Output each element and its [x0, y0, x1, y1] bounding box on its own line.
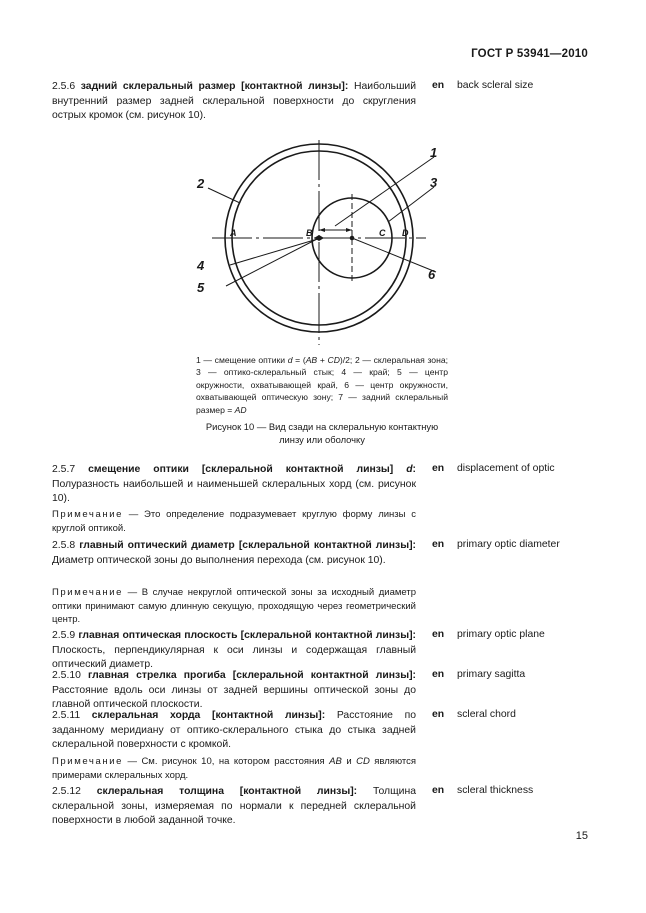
figure-10-diagram: [190, 140, 450, 355]
term-number: 2.5.11: [52, 710, 81, 721]
point-c-label: C: [379, 228, 386, 238]
lang-code: en: [432, 709, 445, 720]
lang-code: en: [432, 629, 445, 640]
lang-code: en: [432, 463, 445, 474]
term-title: смещение оптики [склеральной контактной линзы]: [88, 464, 407, 475]
term-2-5-10: [52, 669, 416, 713]
arrowhead-right: [346, 228, 352, 232]
lang-code: en: [432, 785, 445, 796]
term-title: главный оптический диаметр [склеральной контактной линзы]:: [79, 540, 416, 551]
callout-3: 3: [430, 175, 438, 190]
english-equivalent: displacement of optic: [457, 463, 555, 474]
english-equivalent: primary optic plane: [457, 629, 545, 640]
standard-number: ГОСТ Р 53941—2010: [471, 48, 588, 60]
english-equivalent: back scleral size: [457, 80, 534, 91]
term-definition: Плоскость, перпендикулярная к оси линзы и содержащая главный оптический диаметр.: [52, 644, 416, 671]
term-definition: Диаметр оптической зоны до выполнения перехода (см. рисунок 10).: [52, 554, 386, 566]
term-definition: Расстояние по заданному меридиану от оптико-склерального стыка до стыка задней склеральной поверхности с кромкой.: [52, 710, 417, 751]
term-title: главная стрелка прогиба [склеральной контактной линзы]:: [88, 670, 417, 681]
point-b-label: B: [306, 228, 313, 238]
term-title: склеральная хорда [контактной линзы]:: [91, 710, 326, 721]
callout-6: 6: [428, 267, 436, 282]
lang-code: en: [432, 80, 445, 91]
term-number: 2.5.12: [52, 786, 81, 797]
term-number: 2.5.7: [52, 464, 76, 475]
lang-code: en: [432, 539, 445, 550]
english-equivalent: scleral chord: [457, 709, 516, 720]
term-number: 2.5.9: [52, 630, 76, 641]
term-number: 2.5.6: [52, 81, 76, 92]
term-symbol: d: [406, 464, 413, 475]
note-label: Примечание: [52, 756, 123, 767]
callout-1: 1: [430, 145, 438, 160]
point-a-label: A: [230, 228, 237, 238]
term-number: 2.5.8: [52, 540, 76, 551]
term-definition: Расстояние вдоль оси линзы от задней вершины оптической зоны до главной оптической плоскости.: [52, 684, 416, 711]
term-definition: Полуразность наибольшей и наименьшей склеральных хорд (см. рисунок 10).: [52, 478, 416, 505]
leader-6: [352, 238, 436, 272]
callout-5: 5: [197, 280, 205, 295]
page-number: 15: [575, 830, 588, 842]
term-2-5-12: [52, 785, 416, 829]
english-equivalent: primary optic diameter: [457, 539, 560, 550]
term-2-5-8: [52, 539, 416, 568]
term-2-5-7: 2.5.7 смещение оптики [склеральной контактной линзы] d: Полуразность наибольшей и наименьшей склеральных хорд (см. рисунок 10).: [52, 464, 417, 505]
english-equivalent: scleral thickness: [457, 785, 534, 796]
lang-code: en: [432, 669, 445, 680]
note-label: Примечание: [52, 509, 123, 520]
term-title: задний склеральный размер [контактной линзы]:: [80, 81, 349, 92]
term-2-5-9: [52, 629, 416, 673]
point-d-label: D: [402, 228, 409, 238]
callout-2: 2: [197, 176, 205, 191]
term-2-5-6: [52, 80, 416, 124]
term-definition: Толщина склеральной зоны, измеряемая по нормали к передней склеральной поверхности в любой заданной точке.: [52, 786, 416, 827]
term-number: 2.5.10: [52, 670, 81, 681]
note-label: Примечание: [52, 587, 123, 598]
english-equivalent: primary sagitta: [457, 669, 526, 680]
note-2-5-8: Примечание — В случае некруглой оптической зоны за исходный диаметр оптики принимают самую длинную секущую, проходящую через геометрический центр.: [52, 587, 417, 626]
callout-4: 4: [197, 258, 205, 273]
term-title: склеральная толщина [контактной линзы]:: [96, 786, 358, 797]
note-2-5-11: Примечание — См. рисунок 10, на котором расстояния AB и CD являются примерами склеральных хорд.: [52, 756, 417, 781]
note-2-5-7: Примечание — Это определение подразумевает круглую форму линзы с круглой оптикой.: [52, 509, 417, 534]
figure-legend: 1 — смещение оптики d = (AB + CD)/2; 2 — склеральная зона; 3 — оптико-склеральный стык; 4 — край; 5 — центр окружности, охватывающей край, 6 — центр окружности, охватывающей оптическую зону; 7 — задний склеральный размер = AD: [196, 355, 448, 415]
figure-caption: Рисунок 10 — Вид сзади на склеральную контактную линзу или оболочку: [205, 421, 439, 445]
term-definition: Наибольший внутренний размер задней склеральной поверхности до скругления острых кромок (см. рисунок 10).: [52, 81, 417, 122]
arrowhead-left: [319, 228, 325, 232]
term-title: главная оптическая плоскость [склеральной контактной линзы]:: [78, 630, 417, 641]
optic-center-point: [350, 236, 355, 241]
term-2-5-11: [52, 709, 416, 753]
